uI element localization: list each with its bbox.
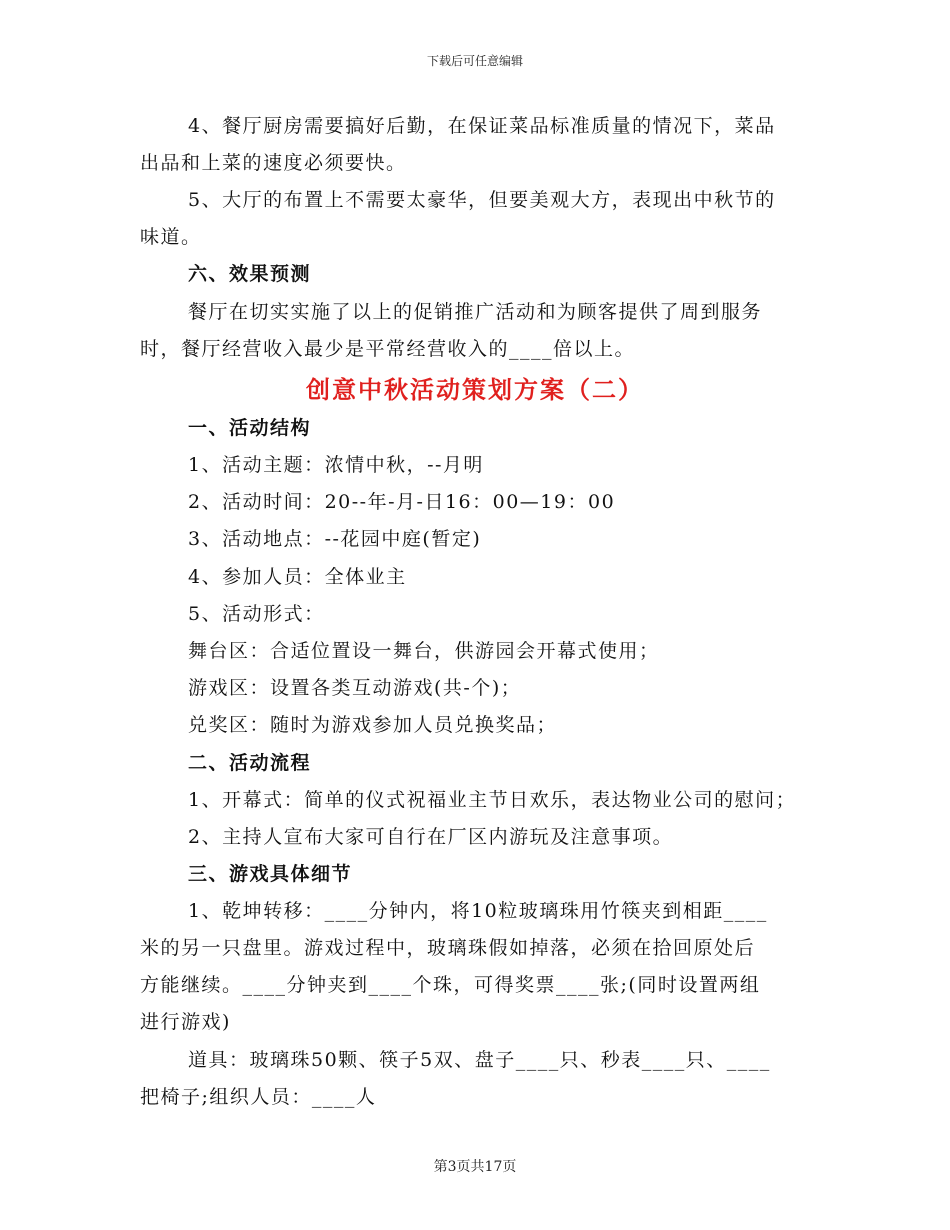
document-title: 创意中秋活动策划方案（二） [306,376,644,404]
list-item: 2、主持人宣布大家可自行在厂区内游玩及注意事项。 [188,826,674,848]
paragraph-line: 4、餐厅厨房需要搞好后勤，在保证菜品标准质量的情况下，菜品 [188,115,776,137]
paragraph-line: 时，餐厅经营收入最少是平常经营收入的____倍以上。 [140,338,636,360]
list-item: 3、活动地点：--花园中庭(暂定) [188,528,482,550]
paragraph-line: 味道。 [140,226,202,248]
paragraph-line: 舞台区：合适位置设一舞台，供游园会开幕式使用； [188,640,660,662]
paragraph-line: 米的另一只盘里。游戏过程中，玻璃珠假如掉落，必须在拾回原处后 [140,937,756,959]
paragraph-line: 1、乾坤转移：____分钟内，将10粒玻璃珠用竹筷夹到相距____ [188,900,768,922]
list-item: 5、活动形式： [188,603,325,625]
paragraph-line: 道具：玻璃珠50颗、筷子5双、盘子____只、秒表____只、____ [188,1049,771,1071]
paragraph-line: 进行游戏) [140,1011,231,1033]
list-item: 4、参加人员：全体业主 [188,566,407,588]
paragraph-line: 兑奖区：随时为游戏参加人员兑换奖品； [188,714,558,736]
paragraph-line: 方能继续。____分钟夹到____个珠，可得奖票____张;(同时设置两组 [140,974,761,996]
paragraph-line: 把椅子;组织人员：____人 [140,1086,377,1108]
section-heading: 三、游戏具体细节 [188,863,353,885]
section-heading: 一、活动结构 [188,417,312,439]
page-header: 下载后可任意编辑 [426,54,523,68]
list-item: 1、活动主题：浓情中秋，--月明 [188,454,484,476]
paragraph-line: 餐厅在切实实施了以上的促销推广活动和为顾客提供了周到服务 [188,301,763,323]
paragraph-line: 游戏区：设置各类互动游戏(共-个)； [188,677,522,699]
section-heading: 六、效果预测 [188,263,312,285]
paragraph-line: 5、大厅的布置上不需要太豪华，但要美观大方，表现出中秋节的 [188,189,776,211]
list-item: 1、开幕式：简单的仪式祝福业主节日欢乐，表达物业公司的慰问； [188,789,797,811]
section-heading: 二、活动流程 [188,752,312,774]
paragraph-line: 出品和上菜的速度必须要快。 [140,152,407,174]
page-footer: 第3页共17页 [433,1159,517,1175]
list-item: 2、活动时间：20--年-月-日16：00—19：00 [188,491,616,513]
